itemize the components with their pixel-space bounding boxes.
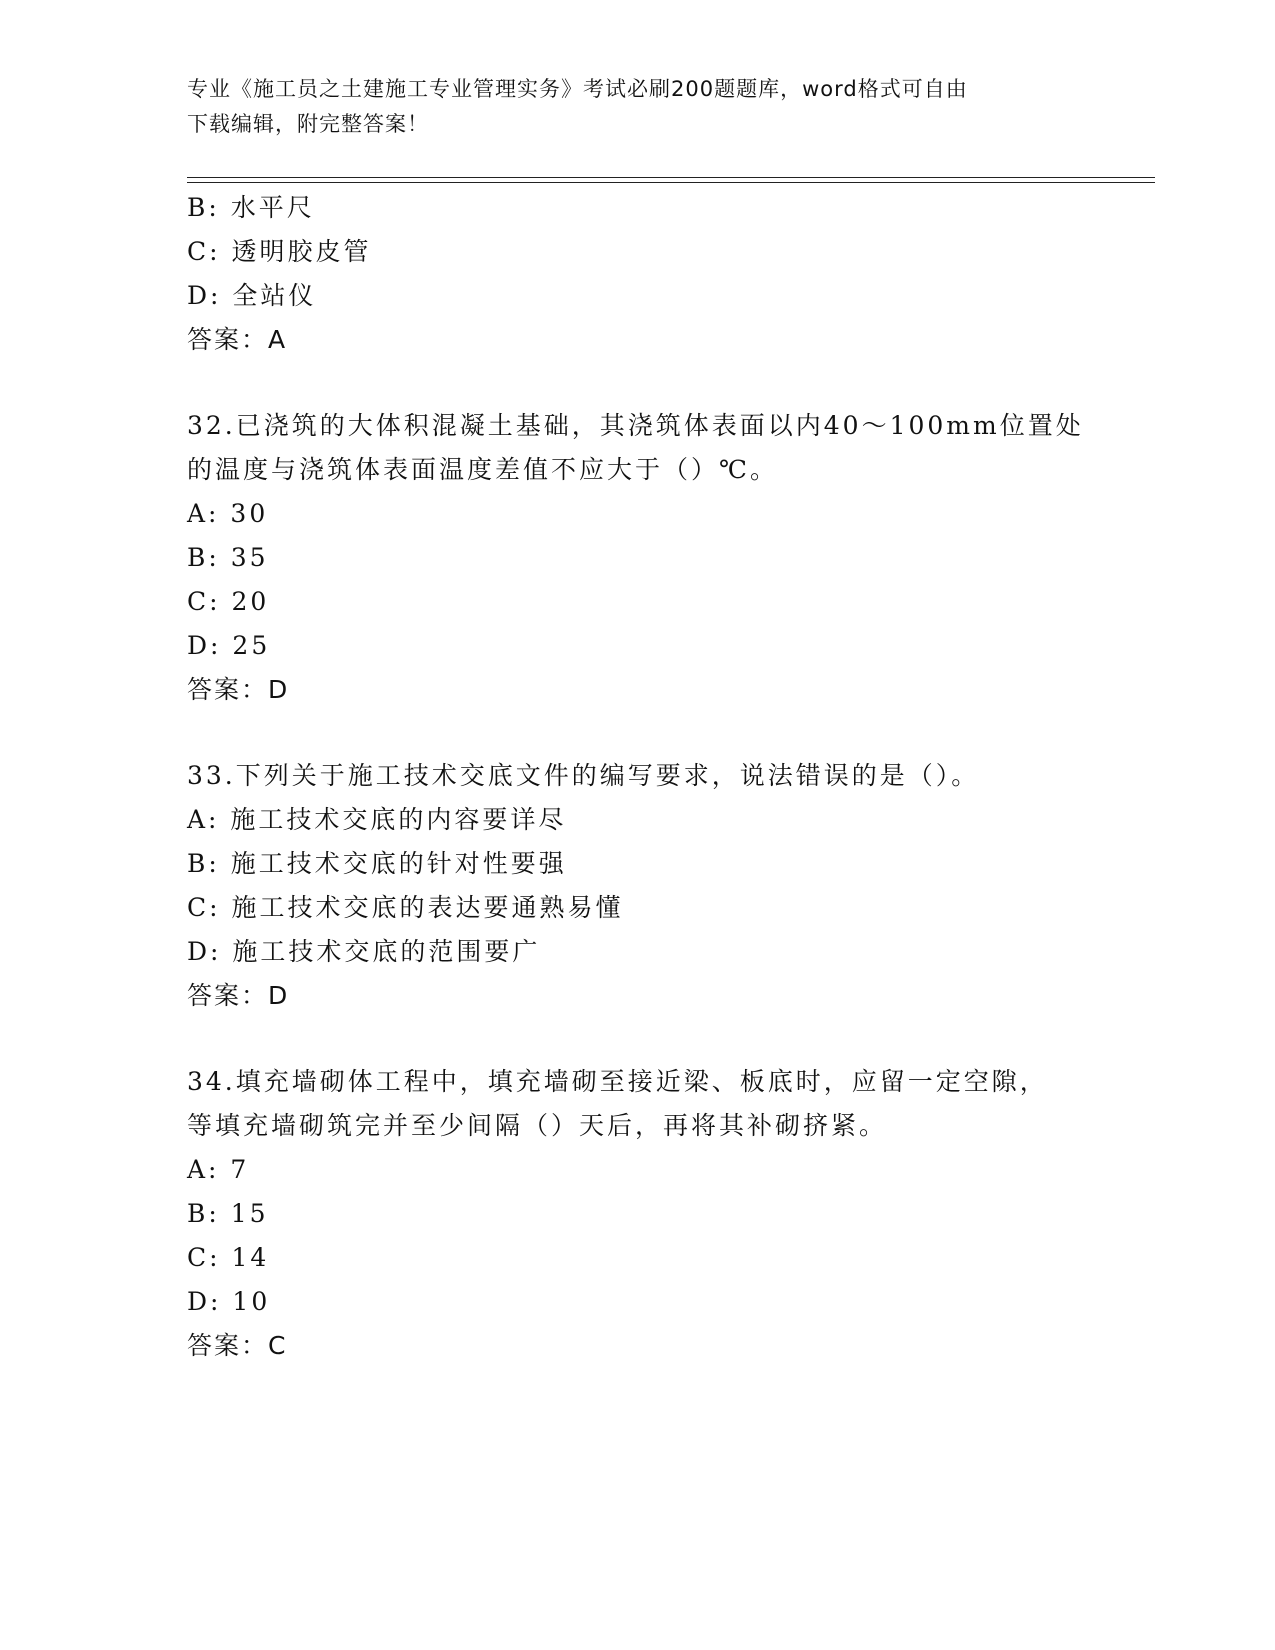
option-d: D: 全站仪 bbox=[187, 281, 317, 310]
question-34-stem-line-2: 等填充墙砌筑完并至少间隔（）天后，再将其补砌挤紧。 bbox=[187, 1111, 888, 1140]
question-33-stem: 33.下列关于施工技术交底文件的编写要求，说法错误的是（）。 bbox=[187, 761, 980, 790]
question-33-option-c: C: 施工技术交底的表达要通熟易懂 bbox=[187, 893, 624, 922]
header-divider-top bbox=[187, 177, 1155, 178]
question-34-stem-line-1: 34.填充墙砌体工程中，填充墙砌至接近梁、板底时，应留一定空隙， bbox=[187, 1067, 1048, 1096]
header-divider-bottom bbox=[187, 182, 1155, 183]
question-33-answer: 答案：D bbox=[187, 981, 290, 1010]
question-33-option-a: A: 施工技术交底的内容要详尽 bbox=[187, 805, 567, 834]
question-34-option-d: D: 10 bbox=[187, 1287, 271, 1316]
question-33-option-b: B: 施工技术交底的针对性要强 bbox=[187, 849, 567, 878]
question-32-stem-line-1: 32.已浇筑的大体积混凝土基础，其浇筑体表面以内40～100mm位置处 bbox=[187, 411, 1084, 440]
header-line-1: 专业《施工员之土建施工专业管理实务》考试必刷200题题库，word格式可自由 bbox=[187, 77, 968, 101]
question-34-option-c: C: 14 bbox=[187, 1243, 270, 1272]
option-b: B: 水平尺 bbox=[187, 193, 315, 222]
header-line-2: 下载编辑，附完整答案！ bbox=[187, 112, 429, 136]
question-32-option-d: D: 25 bbox=[187, 631, 271, 660]
question-32-answer: 答案：D bbox=[187, 675, 290, 704]
question-34-option-a: A: 7 bbox=[187, 1155, 250, 1184]
question-34-option-b: B: 15 bbox=[187, 1199, 269, 1228]
question-32-option-c: C: 20 bbox=[187, 587, 270, 616]
question-34-answer: 答案：C bbox=[187, 1331, 288, 1360]
question-32-option-b: B: 35 bbox=[187, 543, 269, 572]
question-33-option-d: D: 施工技术交底的范围要广 bbox=[187, 937, 541, 966]
document-header bbox=[187, 72, 1087, 142]
answer: 答案：A bbox=[187, 325, 288, 354]
option-c: C: 透明胶皮管 bbox=[187, 237, 372, 266]
question-32-stem-line-2: 的温度与浇筑体表面温度差值不应大于（）℃。 bbox=[187, 455, 778, 484]
question-32-option-a: A: 30 bbox=[187, 499, 269, 528]
